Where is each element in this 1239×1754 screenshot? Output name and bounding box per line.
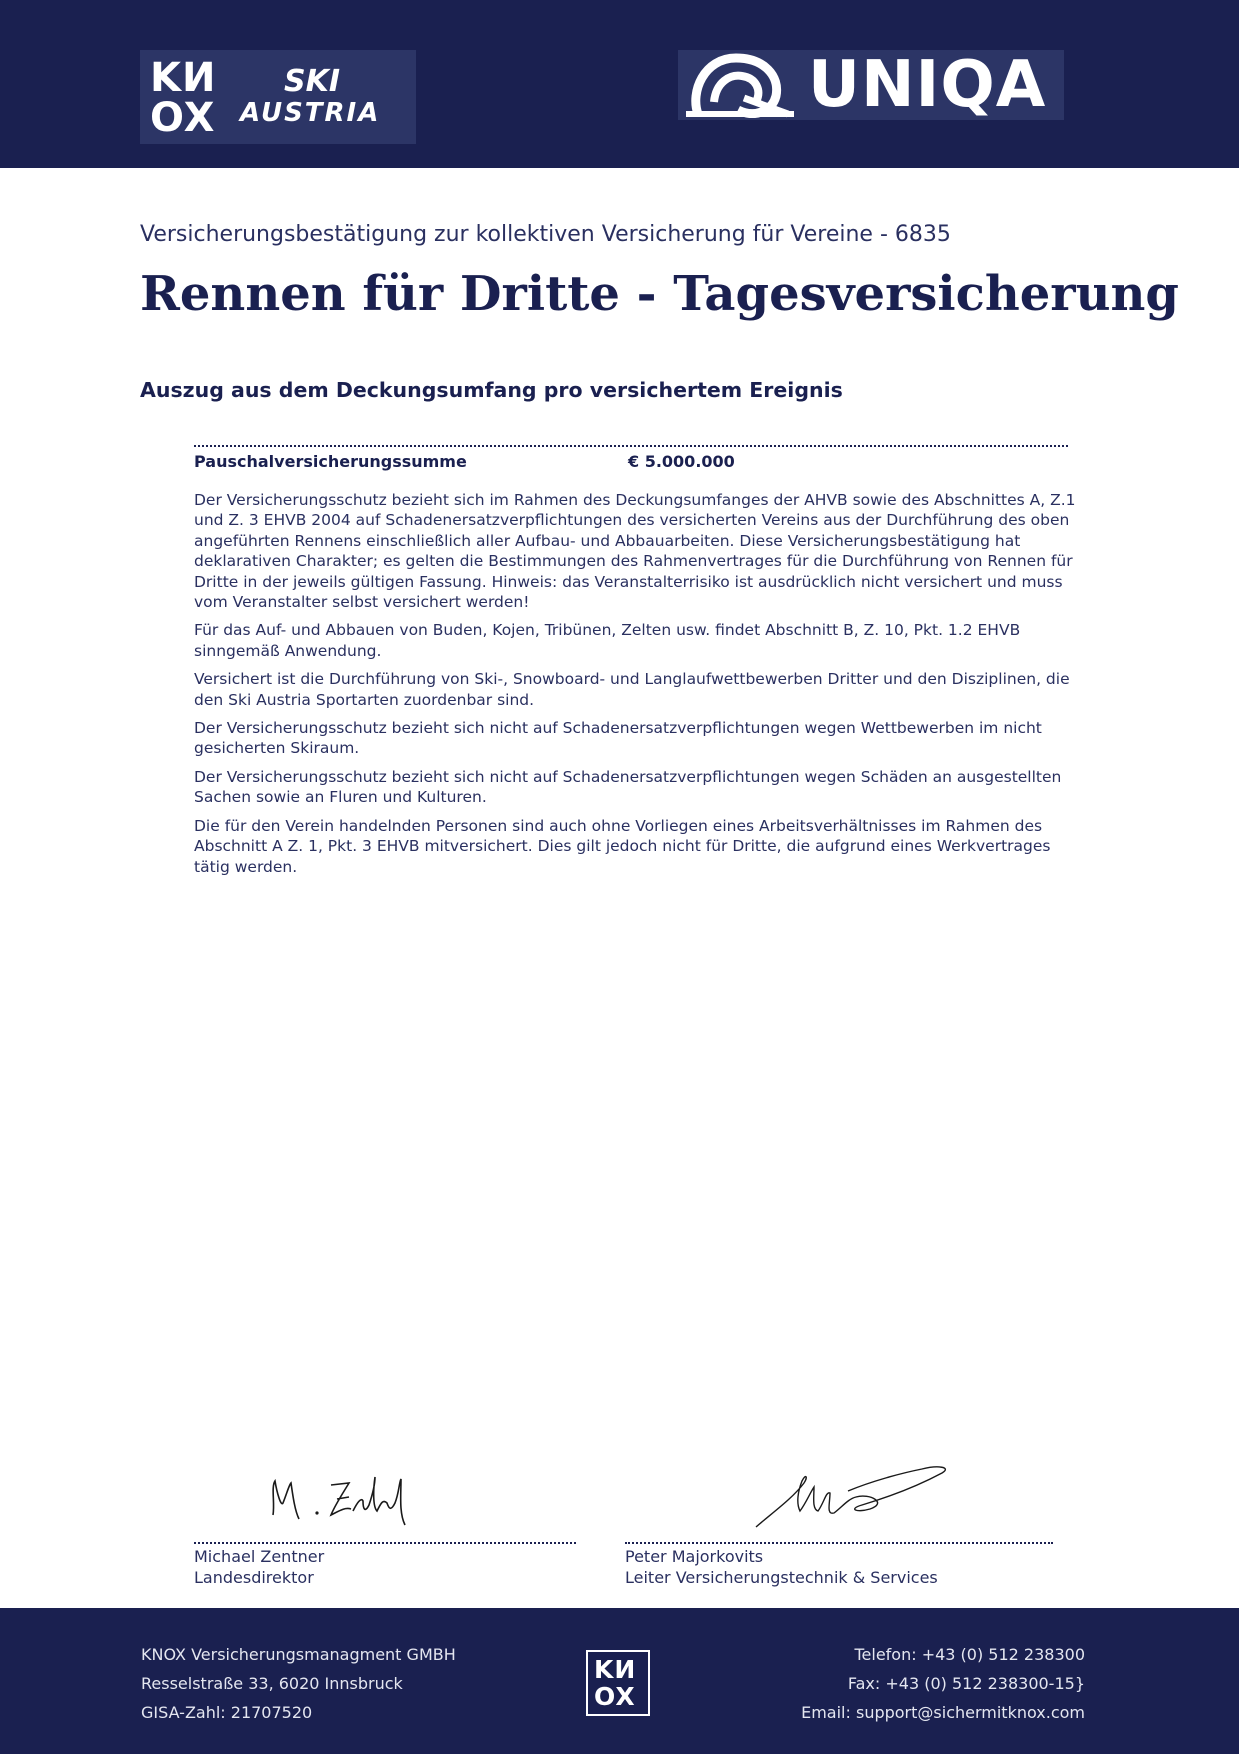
uniqa-logo-icon bbox=[684, 52, 796, 118]
uniqa-logo-text: UNIQA bbox=[808, 48, 1047, 122]
signatory-role: Landesdirektor bbox=[194, 1568, 314, 1587]
footer-logo-line: OX bbox=[594, 1682, 636, 1711]
footer-gisa: GISA-Zahl: 21707520 bbox=[141, 1703, 313, 1722]
footer-company-info bbox=[141, 1640, 456, 1727]
ski-austria-logo-icon bbox=[240, 60, 410, 136]
terms-paragraph: Der Versicherungsschutz bezieht sich im Rahmen des Deckungsumfanges der AHVB sowie des Abschnittes A, Z.1 und Z. 3 EHVB 2004 auf Schadenersatzverpflichtungen des versicherten Vereins aus der Durchführung des oben angeführten Rennens einschließlich aller Aufbau- und Abbauarbeiten. Diese Versicherungsbestätigung hat deklarativen Charakter; es gelten die Bestimmungen des Rahmenvertrages für die Durchführung von Rennen für Dritte in der jeweils gültigen Fassung. Hinweis: das Veranstalterrisiko ist ausdrücklich nicht versichert und muss vom Veranstalter selbst versichert werden! bbox=[194, 491, 1076, 612]
footer-company: KNOX Versicherungsmanagment GMBH bbox=[141, 1645, 456, 1664]
section-heading: Auszug aus dem Deckungsumfang pro versichertem Ereignis bbox=[140, 378, 843, 402]
terms-paragraph: Versichert ist die Durchführung von Ski-, Snowboard- und Langlaufwettbewerben Dritter und den Disziplinen, die den Ski Austria Sportarten zuordenbar sind. bbox=[194, 670, 1070, 709]
ski-austria-logo-top: SKI bbox=[284, 64, 341, 99]
footer-fax: Fax: +43 (0) 512 238300-15} bbox=[847, 1674, 1085, 1693]
signatory-name: Peter Majorkovits bbox=[625, 1547, 764, 1566]
footer-address: Resselstraße 33, 6020 Innsbruck bbox=[141, 1674, 403, 1693]
footer-email-link[interactable]: Email: support@sichermitknox.com bbox=[801, 1703, 1085, 1722]
footer-contact-info bbox=[801, 1640, 1085, 1727]
ski-austria-logo-bottom: AUSTRIA bbox=[240, 98, 381, 128]
uniqa-logo bbox=[678, 50, 1064, 120]
signatory-right bbox=[625, 1546, 938, 1588]
knox-ski-austria-logo bbox=[140, 50, 416, 144]
signatory-role: Leiter Versicherungstechnik & Services bbox=[625, 1568, 938, 1587]
coverage-value: € 5.000.000 bbox=[628, 452, 735, 471]
knox-footer-logo-icon bbox=[586, 1650, 650, 1716]
signature-zentner bbox=[265, 1463, 445, 1533]
signature-line-left bbox=[194, 1542, 576, 1544]
document-title: Rennen für Dritte - Tagesversicherung bbox=[140, 266, 1179, 322]
knox-logo-icon bbox=[150, 55, 226, 141]
footer-logo-line: KИ bbox=[594, 1655, 637, 1684]
terms-paragraph: Für das Auf- und Abbauen von Buden, Kojen, Tribünen, Zelten usw. findet Abschnitt B, Z. 10, Pkt. 1.2 EHVB sinngemäß Anwendung. bbox=[194, 621, 1021, 660]
coverage-label: Pauschalversicherungssumme bbox=[194, 452, 467, 471]
footer bbox=[0, 1608, 1239, 1754]
terms-paragraph: Der Versicherungsschutz bezieht sich nicht auf Schadenersatzverpflichtungen wegen Schäden an ausgestellten Sachen sowie an Fluren und Kulturen. bbox=[194, 767, 1062, 807]
knox-logo-line: OX bbox=[150, 95, 216, 141]
signatory-name: Michael Zentner bbox=[194, 1547, 325, 1566]
knox-logo-line: KИ bbox=[150, 55, 217, 101]
terms-paragraph: Die für den Verein handelnden Personen sind auch ohne Vorliegen eines Arbeitsverhältnisses im Rahmen des Abschnitt A Z. 1, Pkt. 3 EHVB mitversichert. Dies gilt jedoch nicht für Dritte, die aufgrund eines Werkvertrages tätig werden. bbox=[194, 816, 1051, 876]
coverage-divider bbox=[194, 445, 1068, 447]
signatory-left bbox=[194, 1546, 324, 1588]
header-banner bbox=[0, 0, 1239, 168]
signature-line-right bbox=[625, 1542, 1053, 1544]
coverage-terms bbox=[194, 490, 1084, 885]
footer-phone: Telefon: +43 (0) 512 238300 bbox=[854, 1645, 1085, 1664]
document-subtitle: Versicherungsbestätigung zur kollektiven Versicherung für Vereine - 6835 bbox=[140, 222, 951, 247]
signature-majorkovits bbox=[752, 1463, 957, 1533]
terms-paragraph: Der Versicherungsschutz bezieht sich nicht auf Schadenersatzverpflichtungen wegen Wettbewerben im nicht gesicherten Skiraum. bbox=[194, 719, 1042, 758]
